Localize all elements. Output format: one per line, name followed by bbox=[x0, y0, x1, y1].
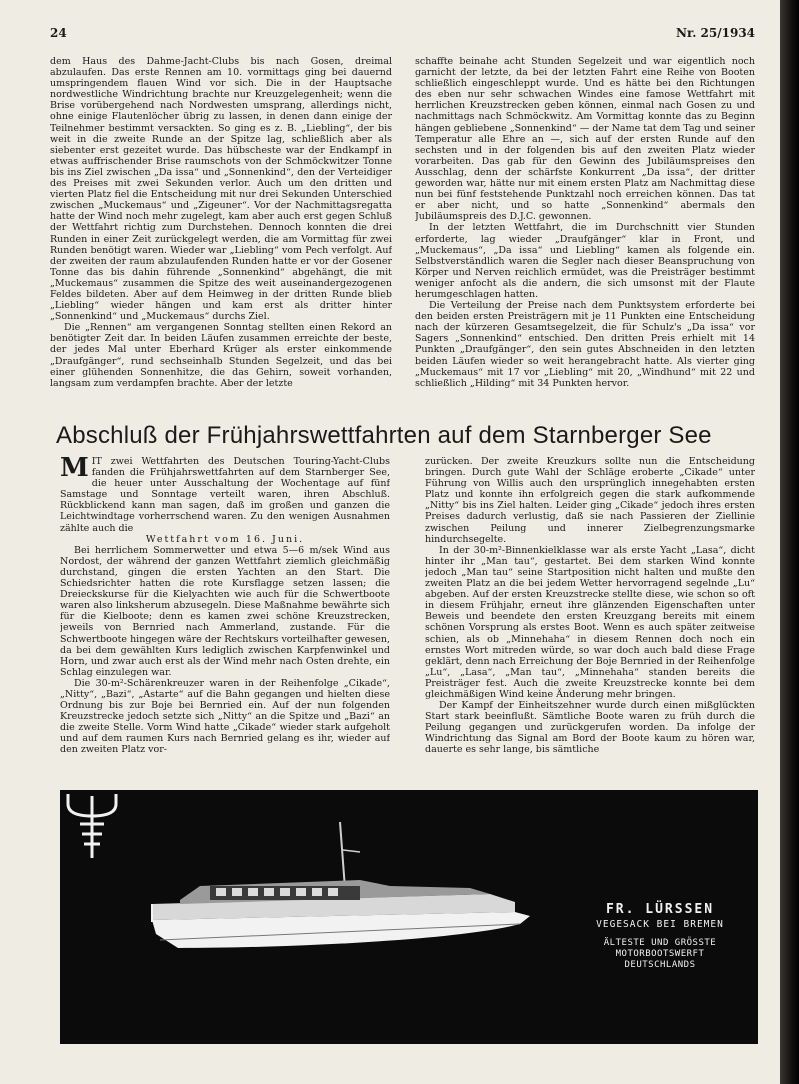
shipyard-advertisement bbox=[60, 790, 758, 1044]
paragraph: In der letzten Wettfahrt, die im Durchschnitt vier Stunden erforderte, lag wieder „Draufgänger“ klar in Front, und „Muckemaus“, „Da issa“ und Liebling“ kamen als folgende ein. Selbstverständlich waren die Segler nach dieser Beanspruchung von Körper und Nerven reichlich ermüdet, was die Preisträger bestimmt weniger anfocht als die andern, die sich umsonst mit der Flaute herumgeschlagen hatten. bbox=[415, 222, 755, 300]
company-tagline bbox=[580, 938, 740, 971]
article1-column1 bbox=[50, 56, 392, 418]
section-subhead: Wettfahrt vom 16. Juni. bbox=[145, 533, 305, 545]
tagline-line: MOTORBOOTSWERFT bbox=[615, 949, 705, 959]
paragraph: dem Haus des Dahme-Jacht-Clubs bis nach Gosen, dreimal abzulaufen. Das erste Rennen am 10. vormittags ging bei dauernd umspringendem flauen Wind vor sich. Die in der Hauptsache nordwestliche Windrichtung brachte nur Kreuzgelegenheit; wenn die Brise vorübergehend nach Nordwesten umsprang, allerdings nicht, ohne einige Flautenlöcher übrig zu lassen, in denen dann einige der Teilnehmer bestimmt versackten. So ging es z. B. „Liebling“, der bis weit in die zweite Runde an der Spitze lag, schließlich aber als siebenter erst gezeitet wurde. Das hübscheste war der Endkampf in etwas auffrischender Brise raumschots von der Schmöckwitzer Tonne bis ins Ziel zwischen „Da issa“ und „Sonnenkind“, den der Verteidiger des Preises mit zwei Sekunden verlor. Auch um den dritten und vierten Platz fiel die Entscheidung mit nur drei Sekunden Unterschied zwischen „Muckemaus“ und „Zigeuner“. Vor der Nachmittagsregatta hatte der Wind noch mehr zugelegt, kam aber auch erst gegen Schluß der Wettfahrt richtig zum Durchstehen. Dennoch konnten die drei Runden in einer Zeit zurückgelegt werden, die am Vormittag für zwei Runden benötigt waren. Wieder war „Liebling“ vom Pech verfolgt. Auf der zweiten der raum abzulaufenden Runden hatte er vor der Gosener Tonne das bis dahin führende „Sonnenkind“ abgehängt, die mit „Muckemaus“ zusammen die Spitze des weit auseinandergezogenen Feldes bildeten. Aber auf dem Heimweg in der dritten Runde blieb „Liebling“ wieder hängen und kam erst als dritter hinter „Sonnenkind“ und „Muckemaus“ durchs Ziel. bbox=[50, 56, 392, 323]
paragraph: zurücken. Der zweite Kreuzkurs sollte nun die Entscheidung bringen. Durch gute Wahl der Schläge eroberte „Cikade“ unter Führung von Willis auch den ursprünglich innegehabten ersten Platz und konnte ihn erfolgreich gegen die stark aufkommende „Nitty“ bis ins Ziel halten. Leider ging „Cikade“ jedoch ihres ersten Preises dadurch verlustig, daß sie nach Passieren der Ziellinie zwischen Peilung und innerer Zielbegrenzungsmarke hindurchsegelte. bbox=[425, 456, 755, 545]
luerssen-trident-logo bbox=[60, 790, 124, 862]
drop-cap: M bbox=[60, 456, 89, 483]
paragraph: schaffte beinahe acht Stunden Segelzeit und war eigentlich noch garnicht der letzte, da bei der letzten Fahrt eine Reihe von Booten schließlich eingeschleppt wurde. Und es hätte bei den Richtungen des eben nur sehr schwachen Windes eine famose Wettfahrt mit herrlichen Kreuzstrecken geben können, einmal nach Gosen zu und nachmittags nach Schmöckwitz. Am Vormittag konnte das zu Beginn hängen gebliebene „Sonnenkind“ — der Name tat dem Tag und seiner Temperatur alle Ehre an —, sich auf der ersten Runde auf den sechsten und in der folgenden bis auf den zweiten Platz wieder vorarbeiten. Das gab für den Gewinn des Jubiläumspreises den Ausschlag, denn der schärfste Konkurrent „Da issa“, der dritter geworden war, hätte nur mit einem ersten Platz am Nachmittag diese nun bei fünf feststehende Punktzahl noch erreichen können. Das tat er aber nicht, und so hatte „Sonnenkind“ abermals den Jubiläumspreis des D.J.C. gewonnen. bbox=[415, 56, 755, 223]
intro-paragraph bbox=[60, 456, 390, 534]
article2-column2 bbox=[425, 456, 755, 804]
paragraph: Die 30-m²-Schärenkreuzer waren in der Reihenfolge „Cikade“, „Nitty“, „Bazi“, „Astarte“ auf die Bahn gegangen und hielten diese Ordnung bis zur Boje bei Bernried ein. Auf der nun folgenden Kreuzstrecke jedoch setzte sich „Nitty“ an die Spitze und „Bazi“ an die zweite Stelle. Vorm Wind hatte „Cikade“ wieder stark aufgeholt und auf dem raumen Kurs nach Bernried gelang es ihr, wieder auf den zweiten Platz vor- bbox=[60, 677, 390, 756]
paragraph: Die „Rennen“ am vergangenen Sonntag stellten einen Rekord an benötigter Zeit dar. In beiden Läufen zusammen erreichte der beste, der jedes Mal unter Eberhard Krüger als erster einkommende „Draufgänger“, rund sechseinhalb Stunden Segelzeit, und das bei einer glühenden Sonnenhitze, die das Gehirn, soweit vorhanden, langsam zum verdampfen brachte. Aber der letzte bbox=[50, 322, 392, 389]
paragraph: Bei herrlichem Sommerwetter und etwa 5—6 m/sek Wind aus Nordost, der während der ganzen Wettfahrt ziemlich gleichmäßig durchstand, gingen die ersten Yachten an den Start. Die Schiedsrichter hatten die rote Kursflagge setzen lassen; die Dreieckskurse für die Kielyachten wie auch für die Schwertboote waren also linksherum abzusegeln. Diese Maßnahme bewährte sich für die Kielboote; denn es kamen zwei schöne Kreuzstrecken, jeweils von Bernried nach Ammerland, zustande. Für die Schwertboote hingegen wäre der Rechtskurs vorteilhafter gewesen, da bei dem gewählten Kurs lediglich zwischen Karpfenwinkel und Horn, und zwar auch erst als der Wind mehr nach Osten drehte, ein Schlag einzulegen war. bbox=[60, 544, 390, 678]
company-location: VEGESACK BEI BREMEN bbox=[596, 919, 724, 930]
paragraph: In der 30-m²-Binnenkielklasse war als erste Yacht „Lasa“, dicht hinter ihr „Man tau“, gestartet. Bei dem starken Wind konnte jedoch „Man tau“ seine Startposition nicht halten und mußte den zweiten Platz an die bei jedem Wetter hervorragend segelnde „Lu“ abgeben. Auf der ersten Kreuzstrecke stellte diese, wie schon so oft in diesem Frühjahr, erneut ihre glänzenden Eigenschaften unter Beweis und beendete den ersten Kreuzgang bereits mit einem schönen Vorsprung als erstes Boot. Wenn es auch später zeitweise schien, als ob „Minnehaha“ in diesem Rennen doch noch ein ernstes Wort mitreden würde, so war doch auch bald diese Frage geklärt, denn nach Erreichung der Boje Bernried in der Reihenfolge „Lu“, „Lasa“, „Man tau“, „Minnehaha“ standen bereits die Preisträger fest. Auch die zweite Kreuzstrecke konnte bei dem gleichmäßigen Wind keine Änderung mehr bringen. bbox=[425, 544, 755, 700]
article1-column2 bbox=[415, 56, 755, 418]
article2-column1 bbox=[60, 456, 390, 804]
tagline-line: ÄLTESTE UND GRÖSSTE bbox=[603, 938, 717, 948]
paragraph: Die Verteilung der Preise nach dem Punktsystem erforderte bei den beiden ersten Preisträgern mit je 11 Punkten eine Entscheidung nach der kürzeren Gesamtsegelzeit, die für Schulz's „Da issa“ vor Sagers „Sonnenkind“ entschied. Den dritten Preis erhielt mit 14 Punkten „Draufgänger“, den sein gutes Abschneiden in den letzten beiden Läufen wieder so weit herangebracht hatte. Als vierter ging „Muckemaus“ mit 17 vor „Liebling“ mit 20, „Windhund“ mit 22 und schließlich „Hilding“ mit 34 Punkten hervor. bbox=[415, 300, 755, 389]
issue-number: Nr. 25/1934 bbox=[676, 26, 756, 40]
company-name: FR. LÜRSSEN bbox=[605, 902, 715, 917]
article-headline: Abschluß der Frühjahrswettfahrten auf dem Starnberger See bbox=[56, 422, 712, 449]
tagline-line: DEUTSCHLANDS bbox=[624, 960, 696, 970]
paragraph: Der Kampf der Einheitszehner wurde durch einen mißglückten Start stark beeinflußt. Sämtliche Boote waren zu früh durch die Peilung gegangen und zurückgerufen worden. Da infolge der Windrichtung das Signal am Bord der Boote kaum zu hören war, dauerte es sehr lange, bis sämtliche bbox=[425, 700, 755, 756]
advertiser-text bbox=[580, 902, 740, 971]
intro-text: IT zwei Wettfahrten des Deutschen Touring-Yacht-Clubs fanden die Frühjahrswettfahrten auf dem Starnberger See, die heuer unter Ausschaltung der Wochentage auf fünf Samstage und Sonntage verteilt waren, ihren Abschluß. Rückblickend kann man sagen, daß im großen und ganzen die Leichtwindtage vorherrschend waren. Zu den wenigen Ausnahmen zählte auch die bbox=[60, 456, 390, 534]
book-spine bbox=[780, 0, 799, 1084]
page-number: 24 bbox=[50, 26, 67, 40]
